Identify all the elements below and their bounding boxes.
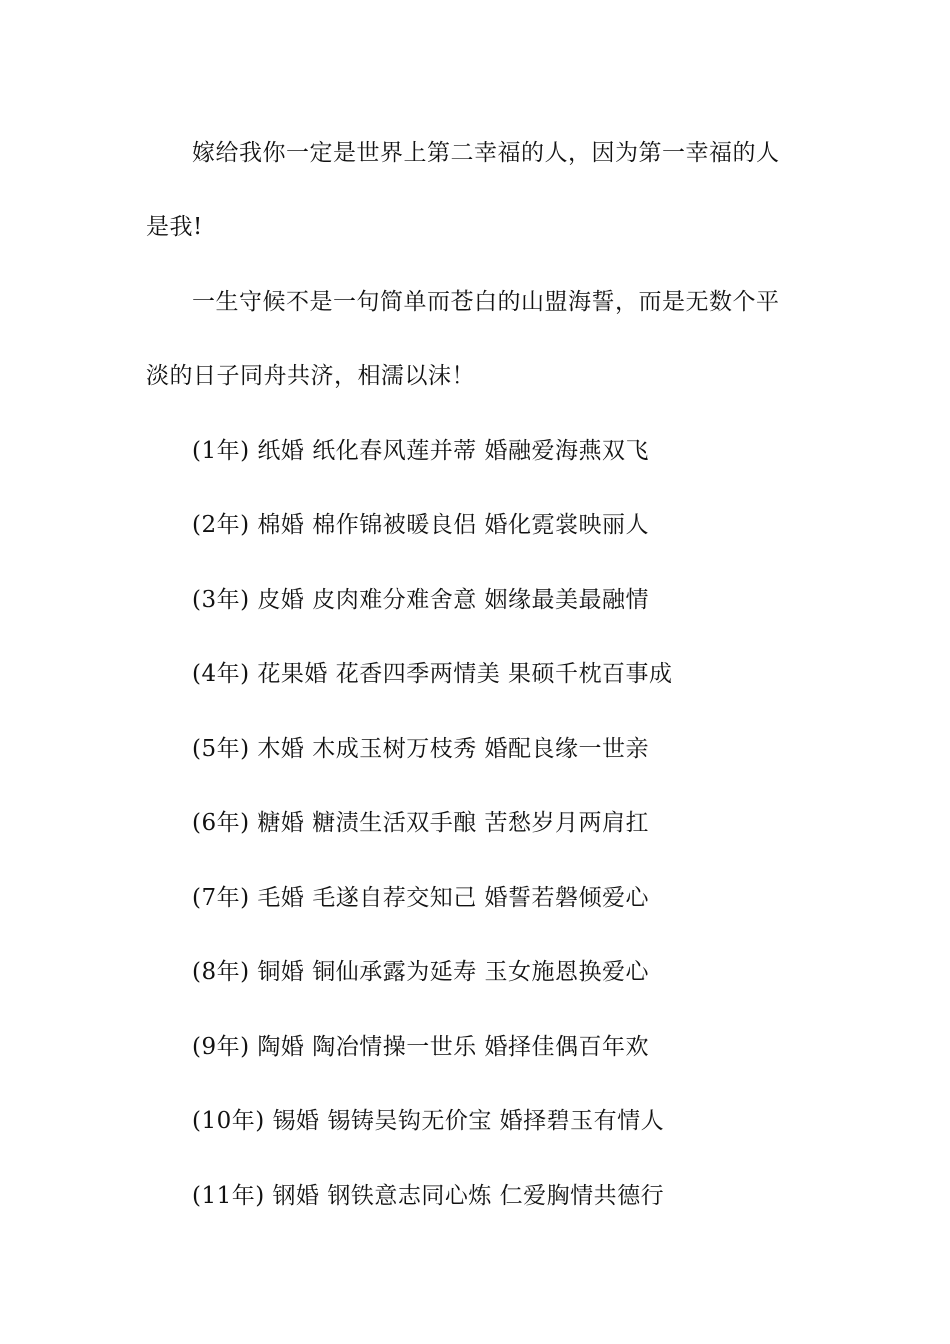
anniversary-item-11: (11年) 钢婚 钢铁意志同心炼 仁爱胸情共德行 bbox=[192, 1183, 665, 1209]
anniversary-item-9: (9年) 陶婚 陶冶情操一世乐 婚择佳偶百年欢 bbox=[192, 1034, 650, 1060]
anniversary-item-8: (8年) 铜婚 铜仙承露为延寿 玉女施恩换爱心 bbox=[192, 959, 650, 985]
anniversary-item-7: (7年) 毛婚 毛遂自荐交知己 婚誓若磐倾爱心 bbox=[192, 885, 650, 911]
anniversary-item-2: (2年) 棉婚 棉作锦被暖良侣 婚化霓裳映丽人 bbox=[192, 512, 650, 538]
paragraph-2-line-1: 一生守候不是一句简单而苍白的山盟海誓，而是无数个平 bbox=[192, 289, 780, 315]
anniversary-item-4: (4年) 花果婚 花香四季两情美 果硕千枕百事成 bbox=[192, 661, 673, 687]
paragraph-2-line-2: 淡的日子同舟共济，相濡以沫！ bbox=[146, 363, 475, 389]
anniversary-item-6: (6年) 糖婚 糖渍生活双手酿 苦愁岁月两肩扛 bbox=[192, 810, 650, 836]
anniversary-item-10: (10年) 锡婚 锡铸吴钩无价宝 婚择碧玉有情人 bbox=[192, 1108, 665, 1134]
anniversary-item-5: (5年) 木婚 木成玉树万枝秀 婚配良缘一世亲 bbox=[192, 736, 650, 762]
paragraph-1-line-2: 是我! bbox=[146, 214, 203, 240]
anniversary-item-3: (3年) 皮婚 皮肉难分难舍意 姻缘最美最融情 bbox=[192, 587, 650, 613]
paragraph-1-line-1: 嫁给我你一定是世界上第二幸福的人，因为第一幸福的人 bbox=[192, 140, 780, 166]
anniversary-item-1: (1年) 纸婚 纸化春风莲并蒂 婚融爱海燕双飞 bbox=[192, 438, 650, 464]
